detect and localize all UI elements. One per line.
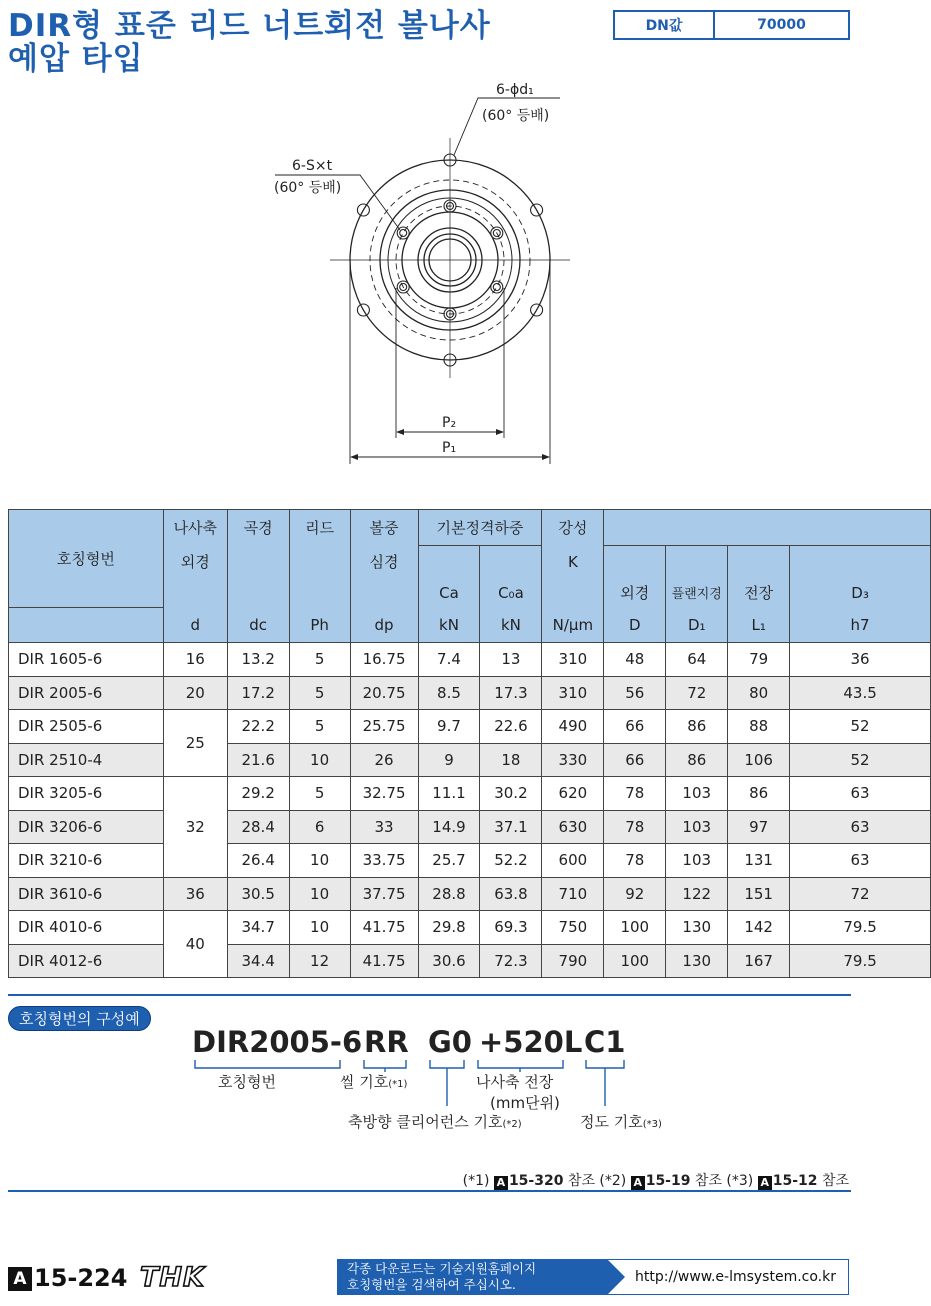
cell-ca: 30.6	[418, 944, 480, 978]
cell-ca: 25.7	[418, 844, 480, 878]
header-ca: Ca	[418, 578, 480, 608]
cell-d3: 79.5	[790, 911, 931, 945]
table-row	[9, 810, 931, 844]
header-lead-gap2	[289, 578, 350, 608]
cell-ca: 7.4	[418, 643, 480, 677]
website-link[interactable]: http://www.e-lmsystem.co.kr	[599, 1259, 849, 1295]
label-accuracy-text: 정도 기호	[580, 1113, 643, 1131]
label-accuracy-note: (*3)	[642, 1119, 662, 1130]
cell-dp: 26	[350, 743, 418, 777]
cell-model: DIR 2505-6	[9, 710, 164, 744]
cell-l1: 97	[728, 810, 790, 844]
header-stiff-k: K	[542, 546, 604, 578]
header-shaft-gap	[163, 578, 227, 608]
cell-dc: 29.2	[227, 777, 289, 811]
table-row	[9, 676, 931, 710]
cell-dc: 30.5	[227, 877, 289, 911]
ref-page-1: 15-320	[508, 1173, 564, 1189]
cell-dp: 37.75	[350, 877, 418, 911]
cell-d: 32	[163, 777, 227, 878]
cell-ph: 10	[289, 844, 350, 878]
table-row	[9, 844, 931, 878]
page-a-icon: A	[8, 1267, 32, 1291]
cell-ph: 12	[289, 944, 350, 978]
cell-dp: 25.75	[350, 710, 418, 744]
cell-ph: 5	[289, 710, 350, 744]
header-lead-gap	[289, 546, 350, 578]
label-seal	[340, 1071, 407, 1092]
cell-k: 620	[542, 777, 604, 811]
cell-k: 310	[542, 676, 604, 710]
header-unit-od: D	[604, 608, 666, 643]
divider-bottom	[8, 1190, 851, 1192]
header-lead: 리드	[289, 510, 350, 546]
table-row	[9, 710, 931, 744]
cell-d1: 86	[666, 710, 728, 744]
cell-d: 36	[163, 877, 227, 911]
cell-d3: 79.5	[790, 944, 931, 978]
label-clearance-note: (*2)	[502, 1119, 522, 1130]
header-od: 외경	[604, 578, 666, 608]
cell-ca: 14.9	[418, 810, 480, 844]
table-row	[9, 643, 931, 677]
header-model: 호칭형번	[9, 510, 164, 608]
cell-dc: 22.2	[227, 710, 289, 744]
cell-od: 100	[604, 911, 666, 945]
label-length-unit: (mm단위)	[490, 1094, 560, 1112]
cell-model: DIR 3610-6	[9, 877, 164, 911]
cell-model: DIR 2005-6	[9, 676, 164, 710]
cell-k: 600	[542, 844, 604, 878]
cell-ph: 5	[289, 676, 350, 710]
cell-d1: 64	[666, 643, 728, 677]
cell-model: DIR 1605-6	[9, 643, 164, 677]
table-row	[9, 911, 931, 945]
cell-l1: 151	[728, 877, 790, 911]
label-clearance	[348, 1111, 522, 1132]
header-unit-d: d	[163, 608, 227, 643]
code-clearance: G0	[428, 1025, 472, 1059]
cell-dp: 41.75	[350, 911, 418, 945]
label-clearance-text: 축방향 클리어런스 기호	[348, 1113, 503, 1131]
cell-k: 750	[542, 911, 604, 945]
cell-ph: 5	[289, 777, 350, 811]
cell-l1: 131	[728, 844, 790, 878]
cell-l1: 88	[728, 710, 790, 744]
page-number	[8, 1264, 127, 1292]
ref-a-icon: A	[631, 1176, 645, 1190]
header-root-gap2	[227, 578, 289, 608]
cell-k: 790	[542, 944, 604, 978]
ref-a-icon: A	[494, 1176, 508, 1190]
cell-d3: 63	[790, 844, 931, 878]
thk-logo: THK	[140, 1262, 205, 1293]
cell-d3: 72	[790, 877, 931, 911]
cell-d3: 52	[790, 743, 931, 777]
header-d3-gap	[790, 546, 931, 578]
cell-k: 710	[542, 877, 604, 911]
cell-l1: 80	[728, 676, 790, 710]
header-len-gap	[728, 546, 790, 578]
label-model	[218, 1071, 276, 1092]
cell-ph: 10	[289, 877, 350, 911]
cell-od: 66	[604, 743, 666, 777]
table-row	[9, 944, 931, 978]
label-accuracy	[580, 1111, 662, 1132]
cell-model: DIR 3205-6	[9, 777, 164, 811]
cell-d: 40	[163, 911, 227, 978]
banner-text	[337, 1259, 607, 1295]
header-shaft-od-2: 외경	[163, 546, 227, 578]
cell-dc: 28.4	[227, 810, 289, 844]
p2-label: P₂	[442, 415, 457, 431]
cell-dc: 34.7	[227, 911, 289, 945]
cell-od: 78	[604, 844, 666, 878]
cell-dp: 41.75	[350, 944, 418, 978]
cell-d1: 86	[666, 743, 728, 777]
cell-d1: 103	[666, 810, 728, 844]
ref-text-1: 참조 (*2)	[563, 1173, 631, 1189]
code-length: +520L	[479, 1025, 583, 1059]
ref-page-3: 15-12	[772, 1173, 818, 1189]
cell-l1: 142	[728, 911, 790, 945]
cell-model: DIR 4012-6	[9, 944, 164, 978]
ref-page-2: 15-19	[645, 1173, 691, 1189]
header-unit-d1: D₁	[666, 608, 728, 643]
table-row	[9, 743, 931, 777]
cell-d3: 63	[790, 810, 931, 844]
cell-c0a: 52.2	[480, 844, 542, 878]
hole-label: 6-ϕd₁	[496, 82, 534, 98]
cell-dc: 21.6	[227, 743, 289, 777]
cell-dc: 34.4	[227, 944, 289, 978]
cell-ph: 10	[289, 743, 350, 777]
cell-k: 490	[542, 710, 604, 744]
cell-od: 78	[604, 810, 666, 844]
header-root: 곡경	[227, 510, 289, 546]
label-seal-note: (*1)	[388, 1079, 408, 1090]
cell-dp: 32.75	[350, 777, 418, 811]
cell-ca: 28.8	[418, 877, 480, 911]
cell-ca: 29.8	[418, 911, 480, 945]
header-flange-gap	[666, 546, 728, 578]
cell-od: 48	[604, 643, 666, 677]
hole-note: (60° 등배)	[482, 108, 550, 124]
cell-ph: 6	[289, 810, 350, 844]
code-model: DIR2005-6	[192, 1025, 363, 1059]
ref-a-icon: A	[758, 1176, 772, 1190]
cell-dp: 33	[350, 810, 418, 844]
cell-od: 66	[604, 710, 666, 744]
header-unit-k: N/μm	[542, 608, 604, 643]
header-unit-c0a: kN	[480, 608, 542, 643]
cell-dp: 20.75	[350, 676, 418, 710]
dn-value: 70000	[757, 17, 806, 33]
example-pill: 호칭형번의 구성예	[8, 1006, 151, 1031]
spec-table	[8, 509, 931, 978]
cell-l1: 167	[728, 944, 790, 978]
header-unit-d3: h7	[790, 608, 931, 643]
cell-ca: 11.1	[418, 777, 480, 811]
ref-text-3: 참조	[817, 1173, 849, 1189]
cell-d1: 103	[666, 777, 728, 811]
cell-dc: 26.4	[227, 844, 289, 878]
header-root-gap	[227, 546, 289, 578]
cell-c0a: 17.3	[480, 676, 542, 710]
cell-ca: 9	[418, 743, 480, 777]
ref-text-2: 참조 (*3)	[690, 1173, 758, 1189]
cell-c0a: 13	[480, 643, 542, 677]
cell-od: 78	[604, 777, 666, 811]
cell-ph: 10	[289, 911, 350, 945]
banner-line-1: 각종 다운로드는 기술지원홈페이지	[347, 1261, 537, 1276]
header-dims-blank	[604, 510, 931, 546]
header-unit-l1: L₁	[728, 608, 790, 643]
cell-c0a: 30.2	[480, 777, 542, 811]
cell-ca: 8.5	[418, 676, 480, 710]
header-d3: D₃	[790, 578, 931, 608]
ref-note-1: (*1)	[462, 1173, 494, 1189]
p1-label: P₁	[442, 440, 457, 456]
code-seal: RR	[364, 1025, 409, 1059]
tap-note: (60° 등배)	[274, 180, 342, 196]
cell-model: DIR 4010-6	[9, 911, 164, 945]
cell-dc: 13.2	[227, 643, 289, 677]
page-title-line1: DIR형 표준 리드 너트회전 볼나사	[8, 8, 491, 44]
download-banner[interactable]	[337, 1259, 849, 1295]
cell-d3: 43.5	[790, 676, 931, 710]
header-model-gap	[9, 608, 164, 643]
cell-k: 330	[542, 743, 604, 777]
header-pcd-2: 심경	[350, 546, 418, 578]
cell-d3: 63	[790, 777, 931, 811]
header-ca-gap	[418, 546, 480, 578]
dn-label: DN값	[615, 12, 715, 38]
header-unit-ph: Ph	[289, 608, 350, 643]
header-stiff-gap2	[542, 578, 604, 608]
cell-d1: 130	[666, 944, 728, 978]
cell-model: DIR 3210-6	[9, 844, 164, 878]
cell-d1: 130	[666, 911, 728, 945]
page-title	[8, 10, 491, 76]
header-c0a: C₀a	[480, 578, 542, 608]
cell-d: 20	[163, 676, 227, 710]
cell-od: 92	[604, 877, 666, 911]
cell-d: 16	[163, 643, 227, 677]
cell-c0a: 69.3	[480, 911, 542, 945]
header-unit-ca: kN	[418, 608, 480, 643]
header-unit-dp: dp	[350, 608, 418, 643]
reference-notes	[463, 1170, 849, 1190]
tap-label: 6-S×t	[292, 158, 333, 174]
code-accuracy: C1	[584, 1025, 626, 1059]
header-len: 전장	[728, 578, 790, 608]
header-stiff: 강성	[542, 510, 604, 546]
cell-c0a: 72.3	[480, 944, 542, 978]
cell-l1: 106	[728, 743, 790, 777]
cell-model: DIR 3206-6	[9, 810, 164, 844]
cell-c0a: 37.1	[480, 810, 542, 844]
banner-line-2: 호칭형번을 검색하여 주십시오.	[347, 1277, 516, 1292]
dn-value-box	[613, 10, 850, 40]
page-number-text: 15-224	[34, 1264, 128, 1292]
flange-drawing	[250, 78, 610, 468]
label-model-text: 호칭형번	[218, 1073, 276, 1091]
header-pcd-1: 볼중	[350, 510, 418, 546]
cell-c0a: 63.8	[480, 877, 542, 911]
cell-ca: 9.7	[418, 710, 480, 744]
header-od-gap	[604, 546, 666, 578]
cell-d1: 72	[666, 676, 728, 710]
header-c0a-gap	[480, 546, 542, 578]
cell-od: 100	[604, 944, 666, 978]
banner-arrow-icon	[607, 1259, 625, 1295]
cell-c0a: 22.6	[480, 710, 542, 744]
label-length-text: 나사축 전장	[476, 1073, 554, 1091]
table-row	[9, 777, 931, 811]
cell-dc: 17.2	[227, 676, 289, 710]
divider-top	[8, 994, 851, 996]
cell-k: 630	[542, 810, 604, 844]
cell-l1: 86	[728, 777, 790, 811]
label-seal-text: 씰 기호	[340, 1073, 389, 1091]
cell-d1: 103	[666, 844, 728, 878]
header-shaft-od-1: 나사축	[163, 510, 227, 546]
header-rating: 기본정격하중	[418, 510, 542, 546]
cell-dp: 16.75	[350, 643, 418, 677]
cell-c0a: 18	[480, 743, 542, 777]
cell-od: 56	[604, 676, 666, 710]
page-title-line2: 예압 타입	[8, 41, 144, 77]
cell-d3: 52	[790, 710, 931, 744]
cell-d: 25	[163, 710, 227, 777]
header-pcd-gap2	[350, 578, 418, 608]
table-row	[9, 877, 931, 911]
cell-ph: 5	[289, 643, 350, 677]
cell-dp: 33.75	[350, 844, 418, 878]
cell-d3: 36	[790, 643, 931, 677]
header-flange: 플랜지경	[666, 578, 728, 608]
cell-model: DIR 2510-4	[9, 743, 164, 777]
cell-l1: 79	[728, 643, 790, 677]
label-length	[476, 1071, 560, 1113]
header-unit-dc: dc	[227, 608, 289, 643]
cell-k: 310	[542, 643, 604, 677]
cell-d1: 122	[666, 877, 728, 911]
